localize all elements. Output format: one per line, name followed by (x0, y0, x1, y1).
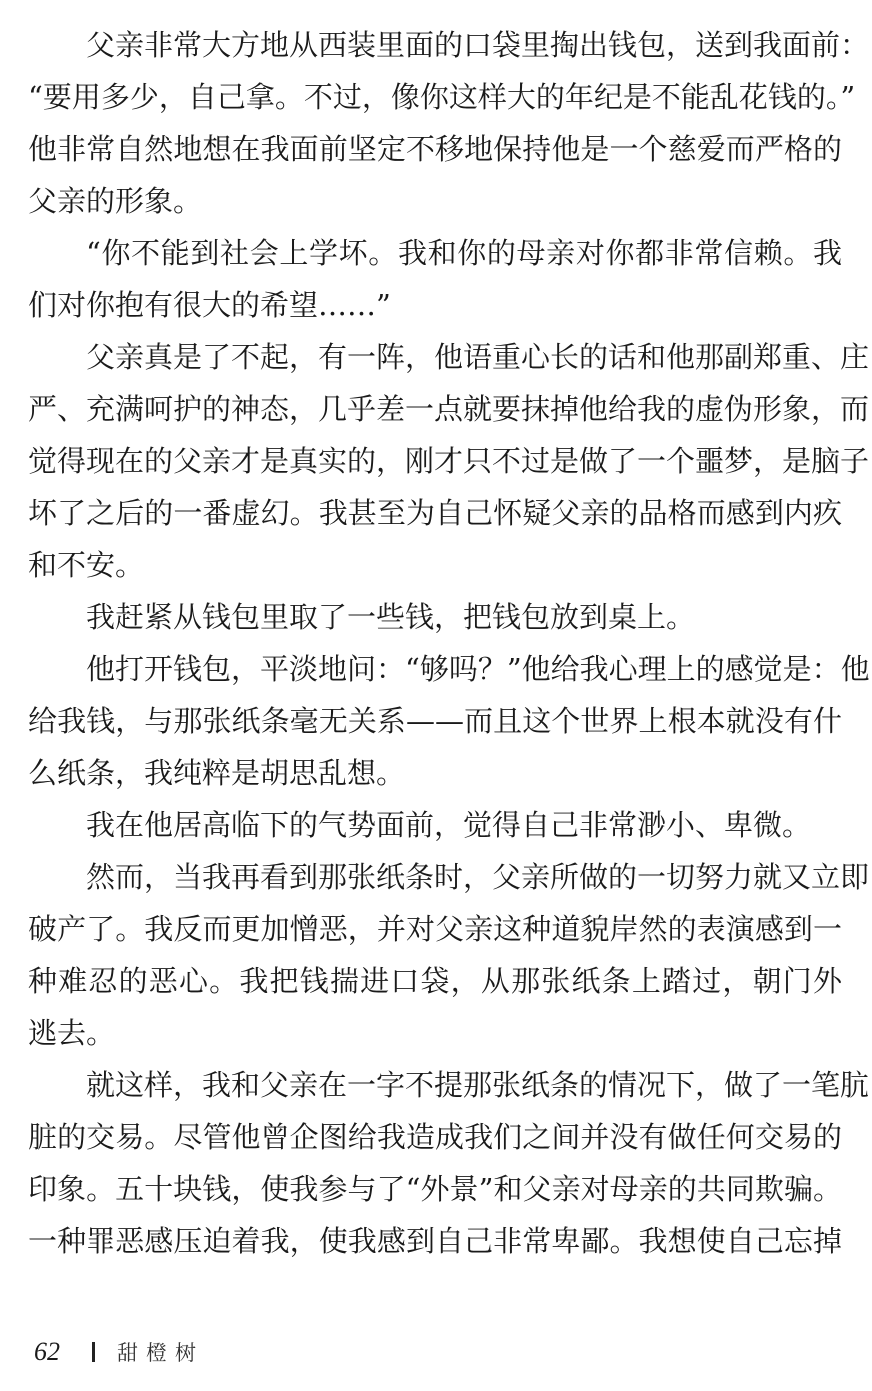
paragraph (28, 1059, 870, 1267)
text-line: 父亲非常大方地从西装里面的口袋里掏出钱包，送到我面前： (86, 28, 870, 62)
text-line: 就这样，我和父亲在一字不提那张纸条的情况下，做了一笔肮 (86, 1068, 870, 1102)
paragraph (28, 643, 870, 799)
paragraph (28, 591, 842, 643)
text-line: 然而，当我再看到那张纸条时，父亲所做的一切努力就又立即 (86, 860, 870, 894)
text-line: 印象。五十块钱，使我参与了“外景”和父亲对母亲的共同欺骗。 (28, 1172, 842, 1206)
text-line: 一种罪恶感压迫着我，使我感到自己非常卑鄙。我想使自己忘掉 (28, 1224, 842, 1258)
text-line: 我在他居高临下的气势面前，觉得自己非常渺小、卑微。 (86, 808, 812, 842)
text-line: 么纸条，我纯粹是胡思乱想。 (28, 756, 406, 790)
paragraph (28, 19, 870, 227)
text-line: 给我钱，与那张纸条毫无关系——而且这个世界上根本就没有什 (28, 704, 842, 738)
text-line: 他非常自然地想在我面前坚定不移地保持他是一个慈爱而严格的 (28, 132, 842, 166)
text-line: 我赶紧从钱包里取了一些钱，把钱包放到桌上。 (86, 600, 696, 634)
text-line: 严、充满呵护的神态，几乎差一点就要抹掉他给我的虚伪形象，而 (28, 392, 870, 426)
text-line: 种难忍的恶心。我把钱揣进口袋，从那张纸条上踏过，朝门外 (28, 964, 842, 998)
paragraph (28, 331, 870, 591)
page-number: 62 (34, 1337, 60, 1366)
footer-divider (92, 1342, 95, 1362)
text-line: 他打开钱包，平淡地问：“够吗？”他给我心理上的感觉是：他 (86, 652, 870, 686)
paragraph (28, 851, 870, 1059)
book-title: 甜橙树 (117, 1341, 204, 1365)
body-text (28, 19, 870, 1267)
text-line: 脏的交易。尽管他曾企图给我造成我们之间并没有做任何交易的 (28, 1120, 842, 1154)
paragraph (28, 799, 842, 851)
text-line: 坏了之后的一番虚幻。我甚至为自己怀疑父亲的品格而感到内疚 (28, 496, 842, 530)
text-line: 父亲真是了不起，有一阵，他语重心长的话和他那副郑重、庄 (86, 340, 870, 374)
text-line: 们对你抱有很大的希望……” (28, 288, 391, 322)
text-line: 父亲的形象。 (28, 184, 203, 218)
text-line: “你不能到社会上学坏。我和你的母亲对你都非常信赖。我 (86, 236, 842, 270)
text-line: 破产了。我反而更加憎恶，并对父亲这种道貌岸然的表演感到一 (28, 912, 842, 946)
text-line: 觉得现在的父亲才是真实的，刚才只不过是做了一个噩梦，是脑子 (28, 444, 870, 478)
paragraph (28, 227, 842, 331)
page-footer (34, 1334, 204, 1370)
text-line: 逃去。 (28, 1016, 116, 1050)
text-line: “要用多少，自己拿。不过，像你这样大的年纪是不能乱花钱的。” (28, 80, 856, 114)
text-line: 和不安。 (28, 548, 145, 582)
